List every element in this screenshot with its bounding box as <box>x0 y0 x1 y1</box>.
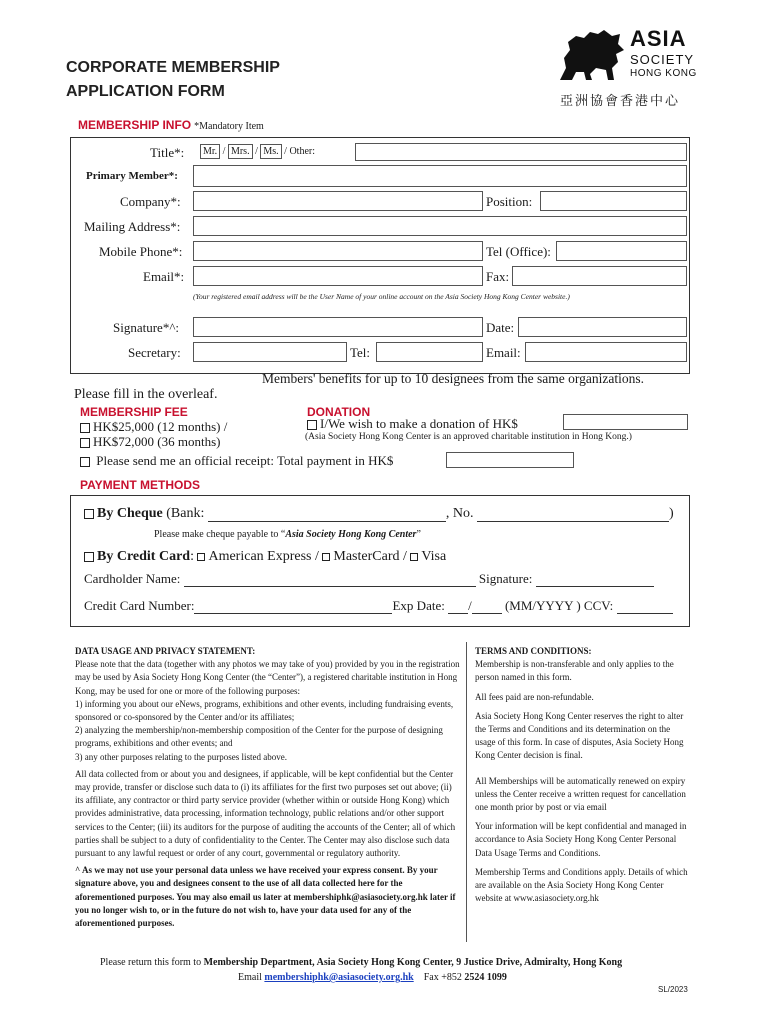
secretary-input[interactable] <box>193 342 347 362</box>
fee-option-36-months[interactable]: HK$72,000 (36 months) <box>80 434 220 450</box>
mandatory-note: *Mandatory Item <box>194 121 264 132</box>
exp-year-input[interactable] <box>472 600 502 614</box>
receipt-option[interactable]: Please send me an official receipt: Total payment in HK$ <box>80 453 393 469</box>
terms-heading: TERMS AND CONDITIONS: <box>475 646 592 656</box>
title-other-label: Other: <box>289 145 315 157</box>
email-label: Email*: <box>143 269 185 284</box>
terms-item-3: Asia Society Hong Kong Center reserves the right to alter the Terms and Conditions and its determination on the usage of this form. In case of disputes, Asia Society Hong Kong Center decision is final. <box>475 710 684 761</box>
card-number-row: Credit Card Number: Exp Date: / (MM/YYYY ) CCV: <box>84 598 673 614</box>
privacy-p2: All data collected from or about you and designees, if applicable, will be kept confidential but the Center may provide, transfer or disclose such data to (i) its affiliates for the first two purposes set out above; (ii) its affiliate, any contractor or third party service provider (whether within or outside Hong Kong) which provides administrative, data processing, information technology, public relations and/or other support services to the Center; (iii) its auditors for the purpose of auditing the accounts of the Center; all of which parties shall be subject to a duty of confidentiality to the Center. The Center may also disclose such data pursuant to any lawful request or order of any court, governmental or regulatory authority. <box>75 768 456 859</box>
contact-line: Email membershiphk@asiasociety.org.hk Fax +852 2524 1099 <box>238 972 507 983</box>
secretary-tel-input[interactable] <box>376 342 483 362</box>
terms-item-6: Membership Terms and Conditions apply. Details of which are available on the Asia Society Hong Kong Center website at www.asiasociety.org.hk <box>475 866 688 904</box>
title-mrs-option[interactable]: Mrs. <box>228 144 253 159</box>
amex-checkbox[interactable] <box>197 553 205 561</box>
asia-society-logo <box>556 26 706 110</box>
title-ms-option[interactable]: Ms. <box>260 144 281 159</box>
return-instructions: Please return this form to Membership Department, Asia Society Hong Kong Center, 9 Justice Drive, Admiralty, Hong Kong <box>100 957 623 968</box>
lion-icon <box>556 28 626 84</box>
column-divider <box>466 642 467 942</box>
overleaf-note: Please fill in the overleaf. <box>74 387 218 402</box>
card-signature-input[interactable] <box>536 573 654 587</box>
tel-office-input[interactable] <box>556 241 687 261</box>
cheque-label: By Cheque <box>97 506 163 521</box>
cheque-number-input[interactable] <box>477 508 669 522</box>
donation-amount-input[interactable] <box>563 414 688 430</box>
bank-input[interactable] <box>208 508 446 522</box>
page-title-line1: CORPORATE MEMBERSHIP <box>66 59 280 76</box>
payment-methods-heading: PAYMENT METHODS <box>80 478 201 492</box>
cheque-checkbox[interactable] <box>84 509 94 519</box>
return-address: Membership Department, Asia Society Hong Kong Center, 9 Justice Drive, Admiralty, Hong Kong <box>203 957 623 968</box>
page-title-line2: APPLICATION FORM <box>66 83 225 100</box>
primary-member-input[interactable] <box>193 165 687 187</box>
terms-item-2: All fees paid are non-refundable. <box>475 691 594 702</box>
fax-number: 2524 1099 <box>464 972 507 983</box>
privacy-heading: DATA USAGE AND PRIVACY STATEMENT: <box>75 646 256 656</box>
cvv-input[interactable] <box>617 600 673 614</box>
secretary-email-input[interactable] <box>525 342 687 362</box>
fee-option-12-months[interactable]: HK$25,000 (12 months) / <box>80 419 227 435</box>
credit-card-label: By Credit Card <box>97 549 191 564</box>
form-code: SL/2023 <box>658 985 688 994</box>
cardholder-name-input[interactable] <box>184 573 476 587</box>
privacy-item-3: 3) any other purposes relating to the purposes listed above. <box>75 751 287 762</box>
signature-input[interactable] <box>193 317 483 337</box>
privacy-statement <box>75 645 462 930</box>
cardholder-row: Cardholder Name: Signature: <box>84 571 654 587</box>
donation-option[interactable]: I/We wish to make a donation of HK$ <box>307 416 518 432</box>
benefits-note: Members' benefits for up to 10 designees from the same organizations. <box>262 371 644 386</box>
donation-heading: DONATION <box>307 405 371 419</box>
position-label: Position: <box>486 194 533 209</box>
checkbox-icon[interactable] <box>307 420 317 430</box>
fax-input[interactable] <box>512 266 687 286</box>
checkbox-icon[interactable] <box>80 457 90 467</box>
cheque-note: Please make cheque payable to “Asia Society Hong Kong Center” <box>154 529 421 540</box>
checkbox-icon[interactable] <box>80 423 90 433</box>
privacy-item-1: 1) informing you about our eNews, programs, exhibitions and other events, including fundraising events, sponsored or co-sponsored by the Center and/or its affiliates; <box>75 698 454 723</box>
terms-item-4: All Memberships will be automatically renewed on expiry unless the Center receive a written request for cancellation one month prior by post or via email <box>475 775 686 813</box>
primary-member-label: Primary Member*: <box>86 170 178 182</box>
date-input[interactable] <box>518 317 687 337</box>
terms-and-conditions <box>475 645 690 911</box>
privacy-item-2: 2) analyzing the membership/non-membership composition of the Center for the purpose of designing programs, exhibitions and other events; and <box>75 725 443 749</box>
secretary-label: Secretary: <box>128 345 181 360</box>
email-input[interactable] <box>193 266 483 286</box>
date-label: Date: <box>486 320 515 335</box>
signature-label: Signature*^: <box>113 320 180 335</box>
title-mr-option[interactable]: Mr. <box>200 144 220 159</box>
mobile-phone-label: Mobile Phone*: <box>99 244 183 259</box>
title-label: Title*: <box>150 145 185 160</box>
privacy-p3: ^ As we may not use your personal data unless we have received your express consent. By your signature above, you and designees consent to the use of all data collected here for the aforementioned purposes. You may also email us later at membershiphk@asiasociety.org.hk later if you no longer wish to, or in the future do not wish to, have your data used for any of the aforementioned purposes. <box>75 865 456 929</box>
tel-office-label: Tel (Office): <box>486 244 551 259</box>
cheque-payee: Asia Society Hong Kong Center <box>285 529 417 540</box>
mailing-address-input[interactable] <box>193 216 687 236</box>
total-payment-input[interactable] <box>446 452 574 468</box>
membership-email-link[interactable]: membershiphk@asiasociety.org.hk <box>264 972 414 983</box>
mastercard-checkbox[interactable] <box>322 553 330 561</box>
title-options: Mr. / Mrs. / Ms. / Other: <box>200 144 315 159</box>
title-other-input[interactable] <box>355 143 687 161</box>
fax-label: Fax: <box>486 269 510 284</box>
terms-item-1: Membership is non-transferable and only applies to the person named in this form. <box>475 659 674 683</box>
position-input[interactable] <box>540 191 687 211</box>
card-number-input[interactable] <box>194 600 392 614</box>
membership-info-heading: MEMBERSHIP INFO <box>78 118 192 132</box>
credit-card-checkbox[interactable] <box>84 552 94 562</box>
visa-checkbox[interactable] <box>410 553 418 561</box>
total-payment-label: Total payment in HK$ <box>276 453 394 468</box>
secretary-email-label: Email: <box>486 345 521 360</box>
exp-month-input[interactable] <box>448 600 468 614</box>
donation-note: (Asia Society Hong Kong Center is an approved charitable institution in Hong Kong.) <box>305 432 632 442</box>
membership-fee-heading: MEMBERSHIP FEE <box>80 405 188 419</box>
credit-card-row: By Credit Card: American Express / MasterCard / Visa <box>84 549 446 565</box>
mobile-phone-input[interactable] <box>193 241 483 261</box>
cheque-row: By Cheque (Bank: , No. ) <box>84 506 674 522</box>
email-note: (Your registered email address will be the User Name of your online account on the Asia Society Hong Kong Center website.) <box>193 292 570 301</box>
terms-item-5: Your information will be kept confidential and managed in accordance to Asia Society Hong Kong Center Personal Data Usage Terms and Conditions. <box>475 821 687 858</box>
logo-asia: ASIA <box>630 26 687 51</box>
checkbox-icon[interactable] <box>80 438 90 448</box>
logo-society: SOCIETY <box>630 52 695 67</box>
logo-chinese: 亞洲協會香港中心 <box>560 94 681 109</box>
secretary-tel-label: Tel: <box>350 345 371 360</box>
company-input[interactable] <box>193 191 483 211</box>
logo-hong-kong: HONG KONG <box>630 68 697 79</box>
privacy-p1: Please note that the data (together with any photos we may take of you) provided by you in the registration may be used by Asia Society Hong Kong Center (the “Center”), a registered charitable institution in Hong Kong, may be used for one or more of the following purposes: <box>75 659 460 696</box>
membership-info-heading-row <box>78 118 264 133</box>
mailing-address-label: Mailing Address*: <box>84 219 181 234</box>
company-label: Company*: <box>120 194 181 209</box>
